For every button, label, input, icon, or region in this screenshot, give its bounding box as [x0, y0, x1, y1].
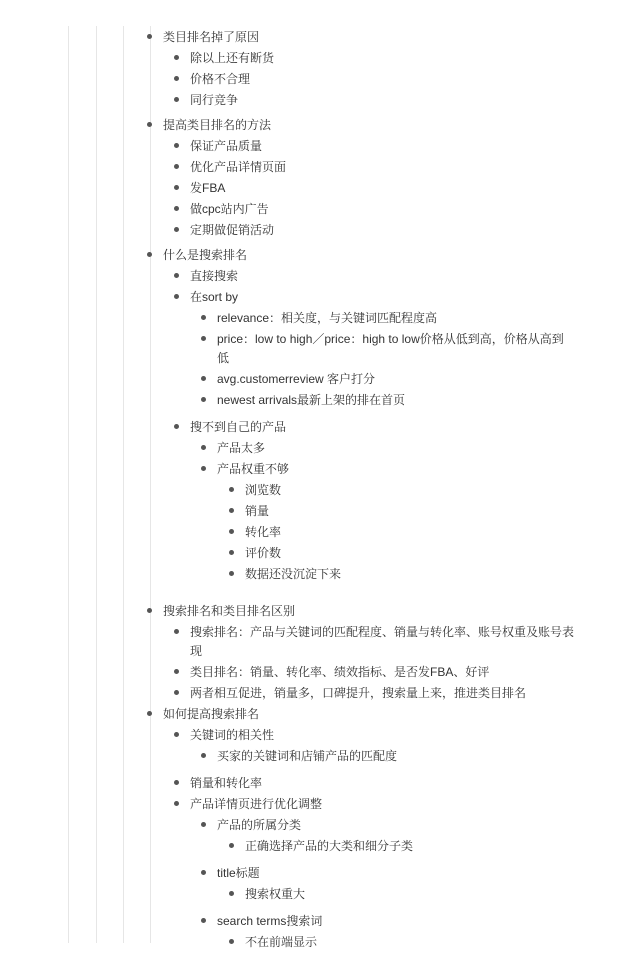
outline-item-text: 在sort by: [190, 290, 239, 304]
outline-item-level-2[interactable]: [190, 178, 575, 199]
outline-item-level-1[interactable]: [163, 245, 575, 266]
outline-item-text: 正确选择产品的大类和细分子类: [245, 839, 414, 853]
outline-item-level-3[interactable]: [217, 911, 575, 932]
bullet-icon: [147, 252, 152, 257]
outline-item-level-2[interactable]: [190, 220, 575, 241]
outline-item-level-3[interactable]: [217, 459, 575, 480]
outline-item-level-4[interactable]: [245, 564, 575, 585]
outline-item-text: 产品详情页进行优化调整: [190, 797, 323, 811]
outline-list: [0, 27, 641, 953]
outline-item-text: 评价数: [245, 546, 282, 560]
bullet-icon: [229, 487, 234, 492]
outline-item-text: 搜索排名：产品与关键词的匹配程度、销量与转化率、账号权重及账号表现: [190, 625, 575, 658]
bullet-icon: [174, 206, 179, 211]
outline-item-text: search terms搜索词: [217, 914, 323, 928]
outline-item-text: 搜索排名和类目排名区别: [163, 604, 296, 618]
outline-item-text: 直接搜索: [190, 269, 239, 283]
outline-item-text: 保证产品质量: [190, 139, 263, 153]
bullet-icon: [174, 143, 179, 148]
bullet-icon: [229, 529, 234, 534]
outline-item-text: 数据还没沉淀下来: [245, 567, 342, 581]
bullet-icon: [174, 55, 179, 60]
outline-item-level-3[interactable]: [217, 390, 575, 411]
outline-item-text: 如何提高搜索排名: [163, 707, 260, 721]
outline-item-level-4[interactable]: [245, 480, 575, 501]
outline-item-level-2[interactable]: [190, 622, 575, 662]
outline-item-level-4[interactable]: [245, 836, 575, 857]
outline-item-level-2[interactable]: [190, 157, 575, 178]
outline-item-level-2[interactable]: [190, 725, 575, 746]
outline-item-level-4[interactable]: [245, 501, 575, 522]
bullet-icon: [174, 97, 179, 102]
outline-item-level-3[interactable]: [217, 329, 575, 369]
outline-item-level-3[interactable]: [217, 438, 575, 459]
outline-item-level-2[interactable]: [190, 266, 575, 287]
outline-item-level-3[interactable]: [217, 308, 575, 329]
bullet-icon: [174, 690, 179, 695]
outline-item-text: 转化率: [245, 525, 282, 539]
outline-item-level-1[interactable]: [163, 115, 575, 136]
bullet-icon: [147, 34, 152, 39]
outline-item-level-2[interactable]: [190, 417, 575, 438]
bullet-icon: [174, 185, 179, 190]
spacer: [0, 585, 641, 601]
outline-item-level-4[interactable]: [245, 932, 575, 953]
outline-item-level-2[interactable]: [190, 69, 575, 90]
outline-item-text: title标题: [217, 866, 260, 880]
outline-item-text: 产品权重不够: [217, 462, 290, 476]
outline-item-level-3[interactable]: [217, 369, 575, 390]
outline-item-text: 销量和转化率: [190, 776, 263, 790]
outline-item-level-2[interactable]: [190, 287, 575, 308]
bullet-icon: [147, 122, 152, 127]
outline-item-text: 发FBA: [190, 181, 226, 195]
bullet-icon: [174, 273, 179, 278]
outline-item-text: 产品的所属分类: [217, 818, 302, 832]
bullet-icon: [174, 801, 179, 806]
bullet-icon: [201, 397, 206, 402]
bullet-icon: [174, 164, 179, 169]
outline-item-level-2[interactable]: [190, 199, 575, 220]
outline-item-level-1[interactable]: [163, 704, 575, 725]
bullet-icon: [174, 227, 179, 232]
bullet-icon: [174, 780, 179, 785]
outline-item-text: 关键词的相关性: [190, 728, 275, 742]
bullet-icon: [229, 843, 234, 848]
outline-item-text: 同行竞争: [190, 93, 239, 107]
outline-item-text: 提高类目排名的方法: [163, 118, 272, 132]
outline-item-text: 不在前端显示: [245, 935, 318, 949]
bullet-icon: [174, 669, 179, 674]
outline-item-text: 定期做促销活动: [190, 223, 275, 237]
outline-item-text: 买家的关键词和店铺产品的匹配度: [217, 749, 398, 763]
bullet-icon: [201, 445, 206, 450]
bullet-icon: [147, 608, 152, 613]
outline-item-text: 优化产品详情页面: [190, 160, 287, 174]
bullet-icon: [201, 376, 206, 381]
bullet-icon: [229, 571, 234, 576]
outline-item-text: 类目排名：销量、转化率、绩效指标、是否发FBA、好评: [190, 665, 490, 679]
bullet-icon: [201, 870, 206, 875]
outline-item-level-2[interactable]: [190, 48, 575, 69]
outline-item-level-3[interactable]: [217, 746, 575, 767]
bullet-icon: [201, 918, 206, 923]
outline-item-level-2[interactable]: [190, 794, 575, 815]
outline-item-level-3[interactable]: [217, 815, 575, 836]
bullet-icon: [201, 336, 206, 341]
bullet-icon: [201, 753, 206, 758]
outline-item-text: 除以上还有断货: [190, 51, 275, 65]
outline-item-level-4[interactable]: [245, 884, 575, 905]
outline-item-level-4[interactable]: [245, 543, 575, 564]
bullet-icon: [229, 891, 234, 896]
outline-item-text: 类目排名掉了原因: [163, 30, 260, 44]
outline-item-text: price：low to high／price：high to low价格从低到高，价格从高到低: [217, 332, 564, 365]
bullet-icon: [201, 466, 206, 471]
outline-item-level-2[interactable]: [190, 136, 575, 157]
outline-item-text: 搜不到自己的产品: [190, 420, 287, 434]
outline-item-level-4[interactable]: [245, 522, 575, 543]
outline-item-text: 销量: [245, 504, 270, 518]
outline-item-text: 浏览数: [245, 483, 282, 497]
outline-item-text: 什么是搜索排名: [163, 248, 248, 262]
bullet-icon: [229, 939, 234, 944]
bullet-icon: [174, 76, 179, 81]
bullet-icon: [229, 550, 234, 555]
bullet-icon: [201, 315, 206, 320]
outline-item-level-1[interactable]: [163, 601, 575, 622]
outline-item-text: 搜索权重大: [245, 887, 306, 901]
outline-item-level-3[interactable]: [217, 863, 575, 884]
outline-item-level-2[interactable]: [190, 90, 575, 111]
outline-item-level-2[interactable]: [190, 773, 575, 794]
outline-item-text: 做cpc站内广告: [190, 202, 269, 216]
outline-item-text: newest arrivals最新上架的排在首页: [217, 393, 406, 407]
bullet-icon: [229, 508, 234, 513]
outline-item-text: 两者相互促进，销量多，口碑提升，搜索量上来，推进类目排名: [190, 686, 527, 700]
outline-item-level-1[interactable]: [163, 27, 575, 48]
outline-item-level-2[interactable]: [190, 683, 575, 704]
outline-item-text: avg.customerreview 客户打分: [217, 372, 376, 386]
bullet-icon: [201, 822, 206, 827]
outline-item-text: relevance：相关度，与关键词匹配程度高: [217, 311, 438, 325]
bullet-icon: [174, 424, 179, 429]
outline-item-text: 价格不合理: [190, 72, 251, 86]
bullet-icon: [147, 711, 152, 716]
outline-item-text: 产品太多: [217, 441, 266, 455]
bullet-icon: [174, 629, 179, 634]
bullet-icon: [174, 732, 179, 737]
outline-item-level-2[interactable]: [190, 662, 575, 683]
bullet-icon: [174, 294, 179, 299]
